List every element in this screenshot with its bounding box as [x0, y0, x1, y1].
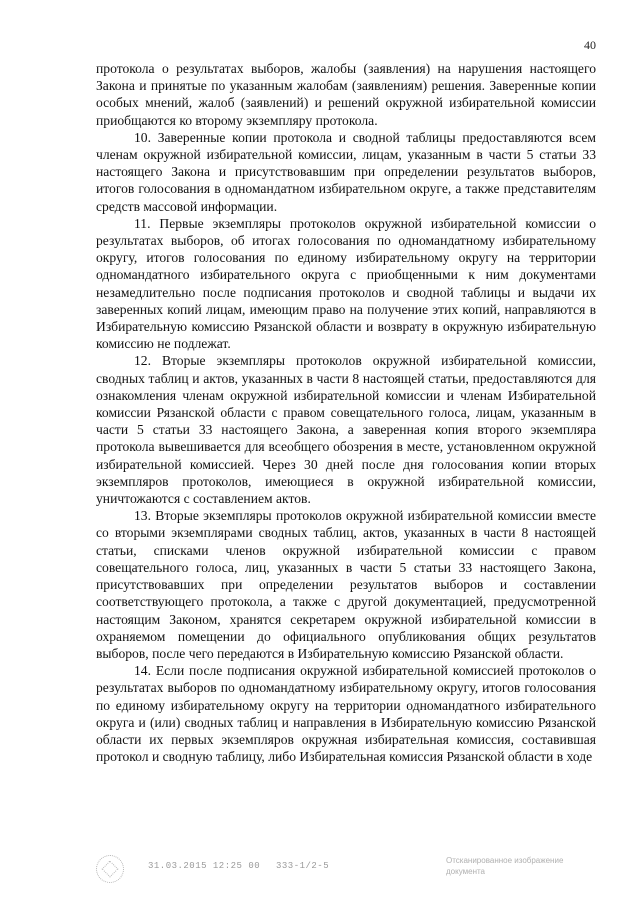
paragraph-item-14: 14. Если после подписания окружной избирательной комиссией протоколов о результатах выборов по одномандатному избирательному округу, итогов голосования по единому избирательному округу на территории одномандатного избирательного округа и (или) сводных таблиц и направления в Избирательную комиссию Рязанской области их первых экземпляров окружная избирательная комиссия, составившая протокол и сводную таблицу, либо Избирательная комиссия Рязанской области в ходе — [96, 663, 596, 765]
footer-note: Отсканированное изображение документа — [446, 856, 564, 876]
footer-document-code: 333-1/2-5 — [276, 861, 330, 871]
paragraph-continuation: протокола о результатах выборов, жалобы (заявления) на нарушения настоящего Закона и принятые по указанным жалобам (заявлениям) решения. Заверенные копии особых мнений, жалоб (заявлений) и решений окружной избирательной комиссии приобщаются ко второму экземпляру протокола. — [96, 61, 596, 128]
page-number: 40 — [584, 38, 596, 52]
paragraph-item-13: 13. Вторые экземпляры протоколов окружной избирательной комиссии вместе со вторыми экземплярами сводных таблиц, актов, указанных в части 8 настоящей статьи, списками членов окружной избирательной комиссии с правом совещательного голоса, лиц, указанных в части 5 статьи 33 настоящего Закона, присутствовавших при определении результатов выборов и составлении соответствующего протокола, а также с другой документацией, предусмотренной настоящим Законом, хранятся секретарем окружной избирательной комиссии в охраняемом помещении до официального опубликования общих результатов выборов, после чего передаются в Избирательную комиссию Рязанской области. — [96, 508, 596, 661]
paragraph-item-10: 10. Заверенные копии протокола и сводной таблицы предоставляются всем членам окружной избирательной комиссии, лицам, указанным в части 5 статьи 33 настоящего Закона и присутствовавшим при определении результатов выборов, итогов голосования в одномандатном избирательном округе, а также представителям средств массовой информации. — [96, 129, 596, 214]
document-body — [96, 60, 596, 765]
seal-stamp-icon — [96, 855, 124, 883]
paragraph-item-11: 11. Первые экземпляры протоколов окружной избирательной комиссии о результатах выборов, об итогах голосования по одномандатному избирательному округу, итогов голосования по единому избирательному округу на территории одномандатного избирательного округа с приобщенными к ним документами незамедлительно после подписания протоколов и сводной таблицы и выдачи их заверенных копий лицам, имеющим право на получение этих копий, направляются в Избирательную комиссию Рязанской области и возврату в окружную избирательную комиссию не подлежат. — [96, 215, 596, 352]
paragraph-item-12: 12. Вторые экземпляры протоколов окружной избирательной комиссии, сводных таблиц и актов, указанных в части 8 настоящей статьи, предоставляются для ознакомления членам окружной избирательной комиссии и членам Избирательной комиссии Рязанской области с правом совещательного голоса, лицам, указанным в части 5 статьи 33 настоящего Закона, а заверенная копия второго экземпляра протокола вывешивается для всеобщего обозрения в месте, установленном окружной избирательной комиссией. Через 30 дней после дня голосования копии вторых экземпляров протоколов, имеющиеся в окружной избирательной комиссии, уничтожаются с составлением актов. — [96, 353, 596, 507]
scan-footer — [96, 855, 596, 885]
footer-timestamp: 31.03.2015 12:25 00 — [148, 861, 261, 871]
